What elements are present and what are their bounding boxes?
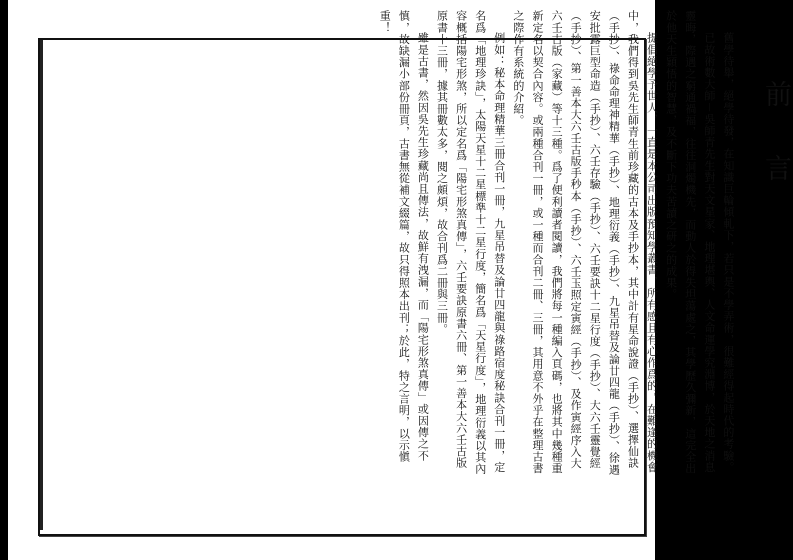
paragraph-master: 已故術數大師－吳師青先生對天文星家、地理堪輿、人文命運學究淵博，於天地之消息靈晦，際遇之窮通禍福，往往洞燭機先，而動人於得失坦蕩處之，其學歷久彌新，這完全出於他天生穎悟的智慧，及不斷下功夫苦讀之研之的成果。 — [664, 10, 716, 474]
scan-edge-left — [0, 0, 8, 560]
preface-text-area — [200, 10, 791, 480]
page-title: 前 言 — [760, 80, 791, 191]
paragraph-collection: 提倡絕學予世人，一直是本公司出版預知學叢書，所有感且有心作爲的。在難逢的機會中，我們得到吳先生師青生前珍藏的古本及手抄本，其中計有星命說證（手抄）、選擇仙訣（手抄）、祿命命理神精華（手抄）、地理衍義（手抄）、九星吊替及論廿四龍（手抄）、徐遇安批露巨型命造（手抄）、六壬存驗（手抄）、六壬要訣十二星行度（手抄）、大六壬靈覺經（手抄）、第一善本大六壬古版手秒本（手抄）、六壬玉照定寅經（手抄）、及作寅經序入大六壬古版（家藏）等十三種。爲了便利讀者閱讀，我們將每一種編入頁碼，也將其中幾種重新定名以契合內容。或兩種合刊一冊，或一種而合刊二冊、三冊，其用意不外乎在整理古書之際作有系統的介紹。 — [511, 10, 659, 476]
paragraph-examples: 例如：秘本命理精華三冊合刊一冊，九星吊替及論廿四龍與祿路宿度秘訣合刊一冊，定名爲「地理珍訣」，太陽天星十二星標準十二星行度，簡名爲「天星行度」，地理衍義以其內容概括陽宅形煞，所以定名爲「陽宅形煞真傳」，六壬要訣原書六冊、第一善本大六壬古版原書十三冊，據其冊數太多，閱之頗煩，故合刊爲二冊與三冊。 — [435, 10, 506, 475]
paragraph-intro: 舊學待舉，絕學待發，在知識巨輪傾軋下，若只是不學弄術，很難經得起時代的考驗。 — [721, 32, 735, 473]
paragraph-closing: 雖是古書，然因吳先生珍藏尚且傳法，故鮮有洩漏，而「陽宅形煞真傳」或因傳之不慎，故缺漏小部份冊頁，古書無從補文綴篇，故只得照本出刊；於此，特之言明，以示愼重！ — [378, 10, 430, 463]
page-binding-shadow — [40, 40, 43, 530]
